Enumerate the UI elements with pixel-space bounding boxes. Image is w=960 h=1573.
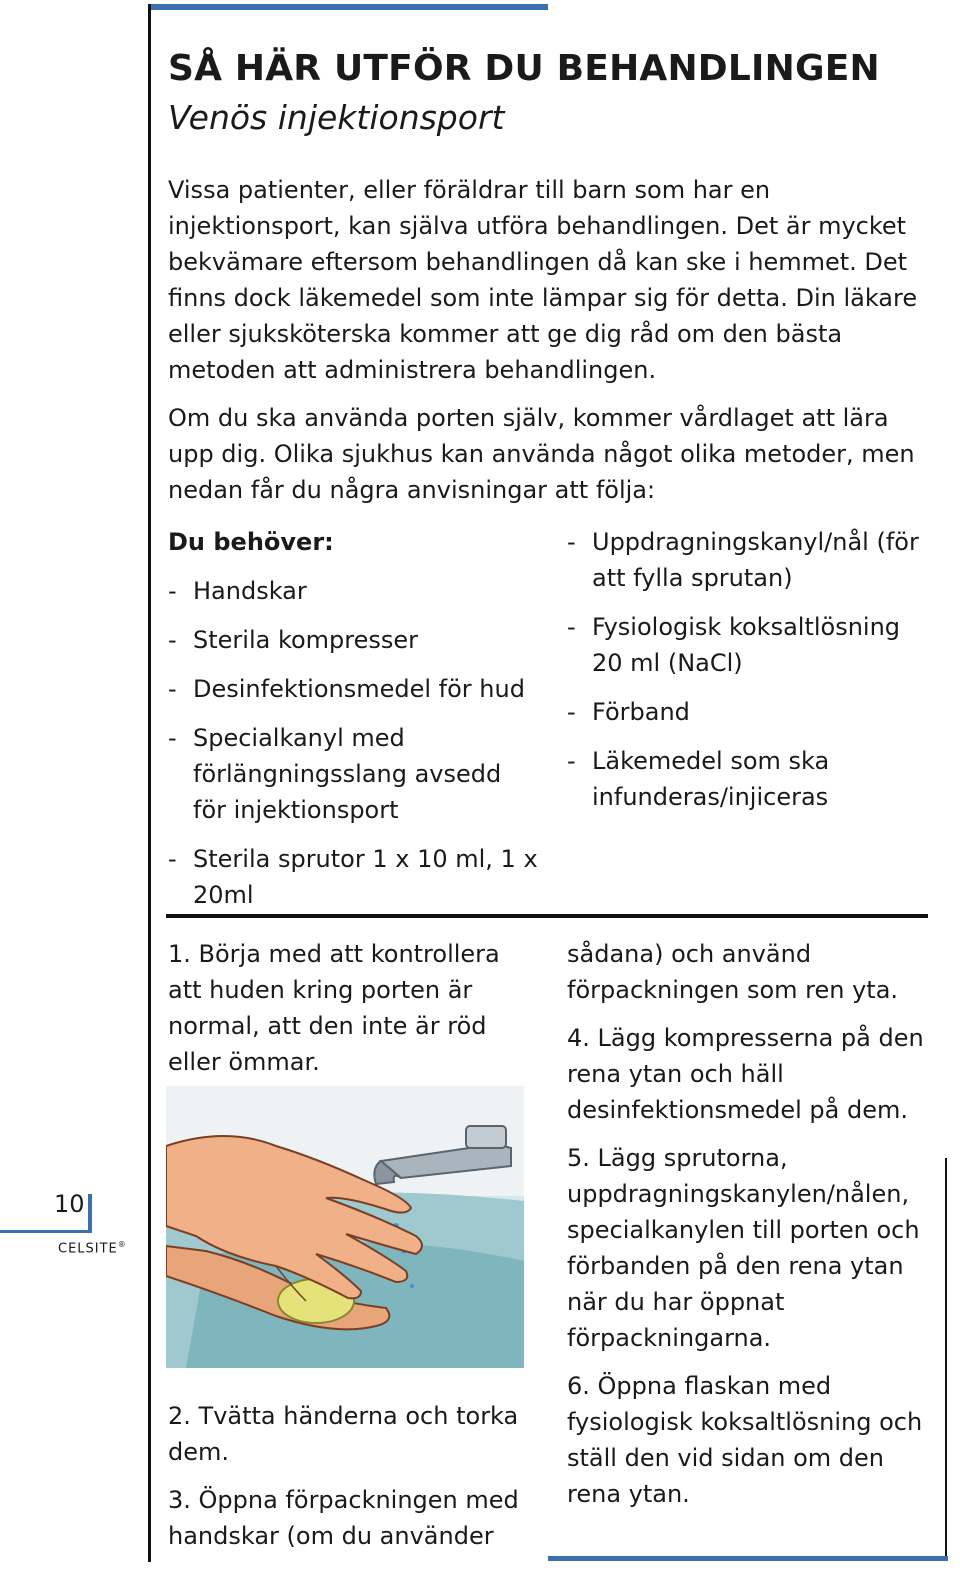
intro-text: [168, 172, 938, 520]
list-item: - Sterila sprutor 1 x 10 ml, 1 x 20ml: [168, 845, 538, 909]
list-item: - Uppdragningskanyl/nål (för att fylla sprutan): [567, 528, 919, 592]
left-margin-rule: [148, 4, 151, 1562]
page-subtitle: Venös injektionsport: [168, 98, 505, 137]
handwashing-illustration: [166, 1086, 524, 1368]
list-item: - Specialkanyl med förlängningsslang avsedd för injektionsport: [168, 724, 502, 824]
list-item: - Desinfektionsmedel för hud: [168, 675, 525, 703]
list-item: - Fysiologisk koksaltlösning 20 ml (NaCl): [567, 613, 901, 677]
intro-paragraph: Om du ska använda porten själv, kommer vårdlaget att lära upp dig. Olika sjukhus kan använda något olika metoder, men nedan får du några anvisningar att följa:: [168, 404, 915, 504]
page-number: 10: [54, 1190, 85, 1218]
supplies-heading: Du behöver:: [168, 528, 334, 556]
intro-paragraph: Vissa patienter, eller föräldrar till barn som har en injektionsport, kan själva utföra behandlingen. Det är mycket bekvämare eftersom behandlingen då kan ske i hemmet. Det finns dock läkemedel som inte lämpar sig för detta. Din läkare eller sjuksköterska kommer att ge dig råd om den bästa metoden att administrera behandlingen.: [168, 176, 918, 384]
top-accent-bar: [148, 4, 548, 10]
page-title: SÅ HÄR UTFÖR DU BEHANDLINGEN: [168, 48, 880, 89]
list-item: - Sterila kompresser: [168, 626, 419, 654]
steps-right-column: [567, 936, 927, 1524]
supplies-list-right: [567, 524, 937, 828]
page-number-underline: [0, 1230, 92, 1233]
brand-label: CELSITE®: [58, 1240, 127, 1257]
step-6: 6. Öppna flaskan med fysiologisk koksaltlösning och ställ den vid sidan om den rena ytan.: [567, 1372, 923, 1508]
right-margin-rule: [945, 1158, 947, 1558]
step-3-continued: sådana) och använd förpackningen som ren yta.: [567, 940, 899, 1004]
supplies-list-left: [168, 573, 538, 926]
steps-left-bottom: [168, 1398, 528, 1566]
page-number-bar: [88, 1194, 92, 1232]
list-item: - Förband: [567, 698, 690, 726]
steps-left-column: [168, 936, 528, 1092]
list-item: - Läkemedel som ska infunderas/injiceras: [567, 747, 830, 811]
bottom-accent-bar: [548, 1556, 948, 1561]
step-4: 4. Lägg kompresserna på den rena ytan och häll desinfektionsmedel på dem.: [567, 1024, 924, 1124]
step-3: 3. Öppna förpackningen med handskar (om du använder: [168, 1486, 519, 1550]
list-item: - Handskar: [168, 577, 307, 605]
step-2: 2. Tvätta händerna och torka dem.: [168, 1402, 519, 1466]
step-5: 5. Lägg sprutorna, uppdragningskanylen/nålen, specialkanylen till porten och förbanden på den rena ytan när du har öppnat förpackningarna.: [567, 1144, 920, 1352]
step-1: 1. Börja med att kontrollera att huden kring porten är normal, att den inte är röd eller ömmar.: [168, 940, 500, 1076]
